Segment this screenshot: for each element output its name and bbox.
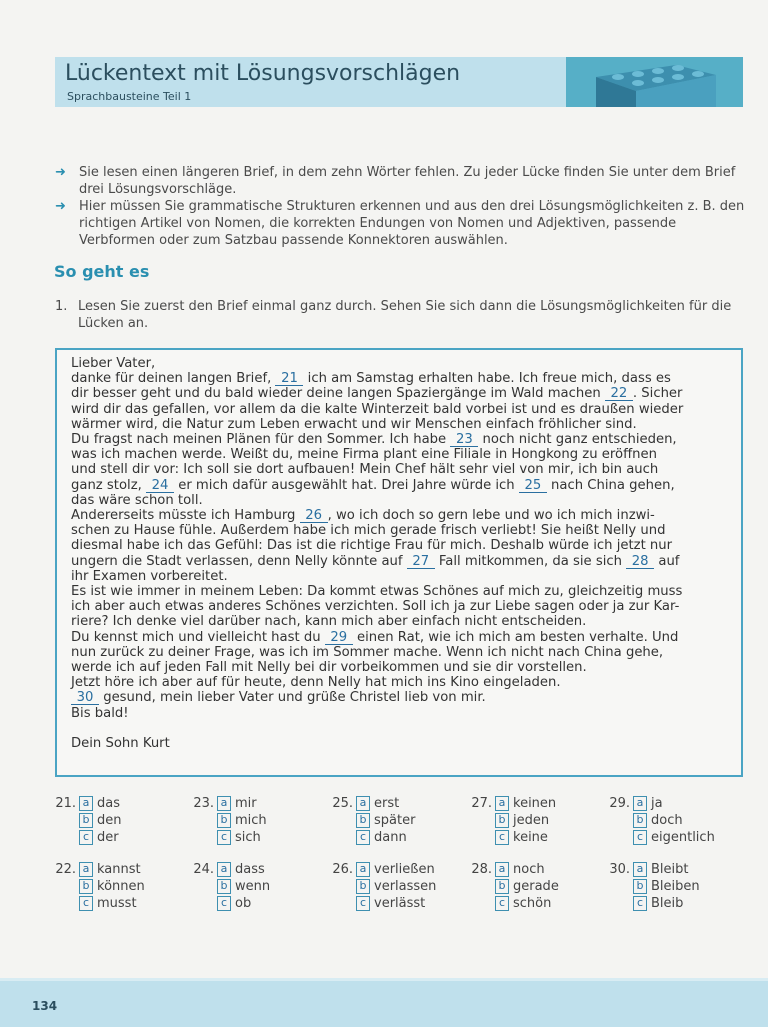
- answer-option-b[interactable]: [633, 813, 683, 830]
- answer-option-c[interactable]: [495, 830, 548, 847]
- answer-option-a[interactable]: [633, 796, 663, 813]
- answer-number: 21.: [55, 796, 76, 811]
- option-text: mir: [235, 796, 257, 811]
- option-letter-box[interactable]: c: [217, 830, 231, 845]
- answer-option-b[interactable]: [356, 813, 415, 830]
- answer-option-a[interactable]: [79, 796, 120, 813]
- letter-line: ungern die Stadt verlassen, denn Nelly könnte auf 27 Fall mitkommen, da sie sich 28 auf: [71, 553, 680, 569]
- option-letter-box[interactable]: a: [356, 862, 370, 877]
- gap-28: 28: [626, 555, 654, 569]
- gap-21: 21: [275, 372, 303, 386]
- answer-option-a[interactable]: [495, 862, 545, 879]
- answer-option-b[interactable]: [217, 813, 267, 830]
- letter-line: riere? Ich denke viel darüber nach, kann mich aber einfach nicht entscheiden.: [71, 614, 587, 630]
- answer-option-b[interactable]: [217, 879, 270, 896]
- option-text: keine: [513, 830, 548, 845]
- letter-line: danke für deinen langen Brief, 21 ich am Samstag erhalten habe. Ich freue mich, dass es: [71, 371, 671, 387]
- option-letter-box[interactable]: a: [217, 862, 231, 877]
- footer-bar: [0, 978, 768, 1027]
- answer-option-c[interactable]: [356, 830, 407, 847]
- answer-number: 23.: [193, 796, 214, 811]
- letter-line: was ich machen werde. Weißt du, meine Firma plant eine Filiale in Hongkong zu eröffnen: [71, 447, 657, 463]
- answer-option-b[interactable]: [79, 813, 122, 830]
- answer-option-c[interactable]: [217, 896, 251, 913]
- answer-number: 29.: [609, 796, 630, 811]
- option-text: dass: [235, 862, 265, 877]
- letter-line: nun zurück zu deiner Frage, was ich im Sommer mache. Wenn ich nicht nach China gehe,: [71, 644, 664, 660]
- letter-line: Bis bald!: [71, 705, 129, 721]
- letter-line: Du kennst mich und vielleicht hast du 29 einen Rat, wie ich mich am besten verhalte. Und: [71, 629, 679, 645]
- letter-box: [55, 348, 743, 777]
- option-text: der: [97, 830, 119, 845]
- letter-line: Du fragst nach meinen Plänen für den Sommer. Ich habe 23 noch nicht ganz entschieden,: [71, 432, 677, 448]
- answer-option-c[interactable]: [79, 896, 137, 913]
- letter-line: 30 gesund, mein lieber Vater und grüße Christel lieb von mir.: [71, 690, 731, 705]
- option-letter-box[interactable]: b: [495, 879, 509, 894]
- option-letter-box[interactable]: b: [79, 813, 93, 828]
- option-text: später: [374, 813, 416, 828]
- option-letter-box[interactable]: a: [79, 796, 93, 811]
- option-letter-box[interactable]: b: [217, 813, 231, 828]
- answer-option-a[interactable]: [495, 796, 556, 813]
- option-letter-box[interactable]: b: [633, 813, 647, 828]
- letter-line: wird dir das gefallen, vor allem da die kalte Winterzeit bald vorbei ist und es draußen wieder: [71, 401, 684, 417]
- option-letter-box[interactable]: c: [79, 830, 93, 845]
- answer-option-c[interactable]: [633, 896, 683, 913]
- answer-option-a[interactable]: [217, 796, 257, 813]
- step-number: 1.: [55, 299, 68, 314]
- option-text: schön: [513, 896, 552, 911]
- page-title: Lückentext mit Lösungsvorschlägen: [65, 61, 461, 86]
- answer-option-b[interactable]: [633, 879, 700, 896]
- option-text: ob: [235, 896, 252, 911]
- arrow-right-icon: ➜: [55, 165, 66, 180]
- answer-number: 30.: [609, 862, 630, 877]
- option-text: können: [97, 879, 145, 894]
- letter-line: Dein Sohn Kurt: [71, 736, 170, 752]
- option-text: mich: [235, 813, 267, 828]
- instruction-item: [55, 198, 745, 249]
- option-text: gerade: [513, 879, 559, 894]
- instruction-item: [55, 164, 745, 198]
- letter-line: Jetzt höre ich aber auf für heute, denn Nelly hat mich ins Kino eingeladen.: [71, 675, 561, 691]
- answer-option-c[interactable]: [356, 896, 425, 913]
- letter-line: Lieber Vater,: [71, 356, 156, 371]
- answer-option-b[interactable]: [79, 879, 145, 896]
- step-text: Lesen Sie zuerst den Brief einmal ganz durch. Sehen Sie sich dann die Lösungsmöglichkeiten für die Lücken an.: [78, 299, 732, 331]
- page-subtitle: Sprachbausteine Teil 1: [67, 90, 192, 103]
- step-item: [55, 298, 745, 332]
- option-text: verließen: [374, 862, 435, 877]
- gap-23: 23: [450, 433, 478, 447]
- option-letter-box[interactable]: c: [356, 830, 370, 845]
- option-text: Bleibt: [651, 862, 689, 877]
- gap-22: 22: [605, 387, 633, 401]
- answer-option-b[interactable]: [356, 879, 436, 896]
- answer-option-c[interactable]: [633, 830, 715, 847]
- option-text: doch: [651, 813, 683, 828]
- answer-option-c[interactable]: [79, 830, 119, 847]
- letter-line: [71, 721, 731, 736]
- gap-30: 30: [71, 691, 99, 705]
- option-letter-box[interactable]: c: [356, 896, 370, 911]
- answer-option-c[interactable]: [217, 830, 261, 847]
- letter-line: ich aber auch etwas anderes Schönes verzichten. Soll ich ja zur Liebe sagen oder ja zur Kar-: [71, 599, 680, 615]
- answer-number: 25.: [332, 796, 353, 811]
- option-text: verlassen: [374, 879, 437, 894]
- answer-option-a[interactable]: [356, 796, 399, 813]
- option-letter-box[interactable]: c: [217, 896, 231, 911]
- option-letter-box[interactable]: b: [495, 813, 509, 828]
- answer-option-c[interactable]: [495, 896, 551, 913]
- answer-number: 28.: [471, 862, 492, 877]
- option-letter-box[interactable]: b: [79, 879, 93, 894]
- gap-24: 24: [146, 479, 174, 493]
- gap-25: 25: [519, 479, 547, 493]
- letter-line: schen zu Hause fühle. Außerdem habe ich mich gerade frisch verliebt! Sie heißt Nelly und: [71, 523, 666, 539]
- building-blocks-image: [566, 57, 743, 107]
- letter-line: werde ich auf jeden Fall mit Nelly bei dir vorbeikommen und sie dir vorstellen.: [71, 660, 587, 676]
- letter-line: dir besser geht und du bald wieder deine langen Spaziergänge im Wald machen 22 . Sicher: [71, 386, 683, 402]
- option-letter-box[interactable]: a: [495, 796, 509, 811]
- gap-29: 29: [325, 631, 353, 645]
- instructions: [55, 164, 745, 249]
- option-text: jeden: [513, 813, 550, 828]
- letter-line: ganz stolz, 24 er mich dafür ausgewählt hat. Drei Jahre würde ich 25 nach China gehen,: [71, 477, 675, 493]
- answer-number: 22.: [55, 862, 76, 877]
- option-text: noch: [513, 862, 545, 877]
- letter-line: Es ist wie immer in meinem Leben: Da kommt etwas Schönes auf mich zu, gleichzeitig muss: [71, 584, 683, 600]
- gap-26: 26: [300, 509, 328, 523]
- letter-line: und stell dir vor: Ich soll sie dort aufbauen! Mein Chef hält sehr viel von mir, ich bin auch: [71, 462, 659, 478]
- option-text: den: [97, 813, 122, 828]
- answer-number: 24.: [193, 862, 214, 877]
- answer-number: 27.: [471, 796, 492, 811]
- option-letter-box[interactable]: b: [633, 879, 647, 894]
- option-text: musst: [97, 896, 137, 911]
- option-text: kannst: [97, 862, 141, 877]
- letter-line: das wäre schon toll.: [71, 492, 203, 508]
- option-letter-box[interactable]: c: [495, 896, 509, 911]
- letter-line: wärmer wird, die Natur zum Leben erwacht und wir Menschen einfach fröhlicher sind.: [71, 416, 637, 432]
- option-letter-box[interactable]: c: [495, 830, 509, 845]
- option-letter-box[interactable]: a: [633, 796, 647, 811]
- option-text: Bleiben: [651, 879, 700, 894]
- option-letter-box[interactable]: a: [79, 862, 93, 877]
- answer-option-a[interactable]: [79, 862, 141, 879]
- answer-number: 26.: [332, 862, 353, 877]
- header-bar: [55, 57, 743, 107]
- option-letter-box[interactable]: b: [356, 879, 370, 894]
- answer-option-b[interactable]: [495, 813, 549, 830]
- letter-line: diesmal habe ich das Gefühl: Das ist die richtige Frau für mich. Deshalb würde ich jetzt nur: [71, 538, 673, 554]
- option-letter-box[interactable]: c: [79, 896, 93, 911]
- option-text: dann: [374, 830, 407, 845]
- page-number: 134: [32, 999, 58, 1013]
- option-letter-box[interactable]: a: [633, 862, 647, 877]
- answer-option-a[interactable]: [356, 862, 435, 879]
- gap-27: 27: [407, 555, 435, 569]
- option-text: sich: [235, 830, 261, 845]
- option-letter-box[interactable]: a: [356, 796, 370, 811]
- letter-line: Andererseits müsste ich Hamburg 26 , wo ich doch so gern lebe und wo ich mich inzwi-: [71, 508, 655, 524]
- option-letter-box[interactable]: a: [217, 796, 231, 811]
- answer-option-a[interactable]: [633, 862, 689, 879]
- section-heading: So geht es: [54, 262, 150, 281]
- option-letter-box[interactable]: c: [633, 830, 647, 845]
- option-text: eigentlich: [651, 830, 715, 845]
- option-text: Bleib: [651, 896, 684, 911]
- option-text: keinen: [513, 796, 557, 811]
- instruction-text: Sie lesen einen längeren Brief, in dem zehn Wörter fehlen. Zu jeder Lücke finden Sie unter dem Brief drei Lösungsvorschläge.: [79, 165, 736, 197]
- option-text: erst: [374, 796, 400, 811]
- option-letter-box[interactable]: b: [356, 813, 370, 828]
- answer-option-b[interactable]: [495, 879, 559, 896]
- instruction-text: Hier müssen Sie grammatische Strukturen erkennen und aus den drei Lösungsmöglichkeiten z. B. den richtigen Artikel von Nomen, die korrekten Endungen von Nomen und Adjektiven, passende Verbformen oder zum Satzbau passende Konnektoren auswählen.: [79, 199, 745, 248]
- option-text: verlässt: [374, 896, 426, 911]
- option-letter-box[interactable]: b: [217, 879, 231, 894]
- option-text: wenn: [235, 879, 271, 894]
- option-letter-box[interactable]: c: [633, 896, 647, 911]
- option-text: ja: [651, 796, 663, 811]
- answer-option-a[interactable]: [217, 862, 265, 879]
- letter-line: ihr Examen vorbereitet.: [71, 568, 228, 584]
- option-text: das: [97, 796, 120, 811]
- letter-text: [71, 356, 731, 751]
- option-letter-box[interactable]: a: [495, 862, 509, 877]
- arrow-right-icon: ➜: [55, 199, 66, 214]
